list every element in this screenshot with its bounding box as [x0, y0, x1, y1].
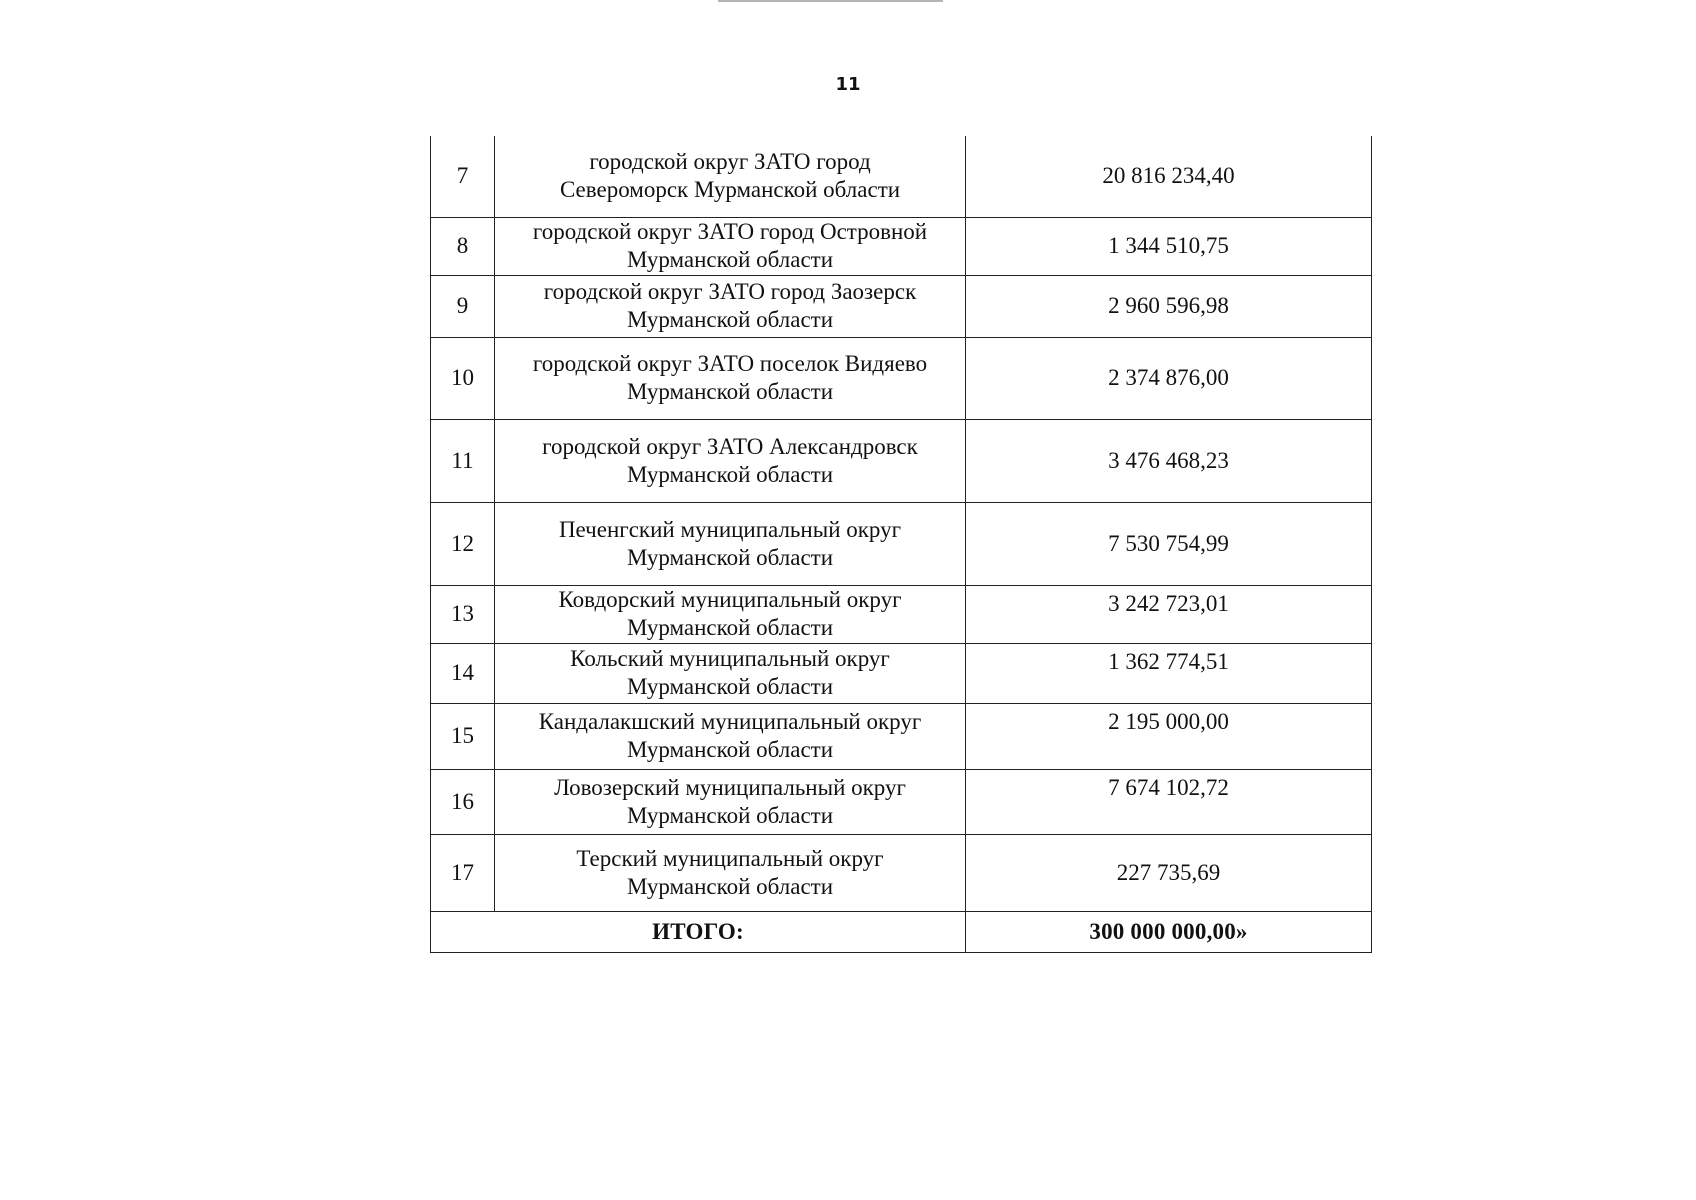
amount-cell: 2 195 000,00	[966, 703, 1372, 769]
amount-cell: 7 674 102,72	[966, 769, 1372, 834]
municipality-name	[495, 337, 966, 419]
table-row	[431, 643, 1372, 703]
total-amount: 300 000 000,00»	[966, 911, 1372, 952]
row-number: 8	[431, 217, 495, 275]
municipality-name	[495, 834, 966, 911]
amount-cell: 1 362 774,51	[966, 643, 1372, 703]
municipality-name	[495, 769, 966, 834]
row-number: 16	[431, 769, 495, 834]
row-number: 9	[431, 275, 495, 337]
row-number: 13	[431, 585, 495, 643]
page-number: 11	[835, 74, 861, 95]
name-line: Мурманской области	[626, 802, 834, 828]
name-line: Ловозерский муниципальный округ	[554, 774, 906, 800]
table-row	[431, 769, 1372, 834]
municipality-name	[495, 502, 966, 585]
table-row	[431, 502, 1372, 585]
allocation-table	[430, 136, 1372, 953]
name-line: Печенгский муниципальный округ	[558, 516, 902, 542]
name-line: Мурманской области	[626, 544, 834, 570]
amount-cell: 2 960 596,98	[966, 275, 1372, 337]
table-row	[431, 703, 1372, 769]
name-line: Мурманской области	[626, 737, 834, 762]
amount-cell: 2 374 876,00	[966, 337, 1372, 419]
table-row	[431, 337, 1372, 419]
name-line: Мурманской области	[626, 615, 834, 640]
row-number: 14	[431, 643, 495, 703]
table-row	[431, 275, 1372, 337]
table-row	[431, 217, 1372, 275]
name-line: Кандалакшский муниципальный округ	[538, 709, 922, 734]
amount-cell: 7 530 754,99	[966, 502, 1372, 585]
table-row	[431, 834, 1372, 911]
amount-cell: 1 344 510,75	[966, 217, 1372, 275]
name-line: Мурманской области	[626, 674, 834, 699]
municipality-name	[495, 643, 966, 703]
total-label: ИТОГО:	[431, 911, 966, 952]
name-line: Ковдорский муниципальный округ	[558, 587, 902, 612]
row-number: 12	[431, 502, 495, 585]
name-line: Мурманской области	[626, 247, 834, 272]
row-number: 15	[431, 703, 495, 769]
name-line: Мурманской области	[626, 379, 834, 404]
row-number: 7	[431, 136, 495, 217]
municipality-name	[495, 419, 966, 502]
amount-cell: 227 735,69	[966, 834, 1372, 911]
name-line: Кольский муниципальный округ	[570, 646, 890, 671]
name-line: городской округ ЗАТО Александровск	[542, 433, 918, 459]
row-number: 11	[431, 419, 495, 502]
total-row	[431, 911, 1372, 952]
name-line: Мурманской области	[626, 307, 834, 332]
row-number: 10	[431, 337, 495, 419]
name-line: городской округ ЗАТО поселок Видяево	[532, 351, 928, 376]
municipality-name	[495, 585, 966, 643]
amount-cell: 3 242 723,01	[966, 585, 1372, 643]
name-line: городской округ ЗАТО город	[589, 149, 871, 175]
amount-cell: 3 476 468,23	[966, 419, 1372, 502]
municipality-name	[495, 217, 966, 275]
name-line: Мурманской области	[626, 461, 834, 487]
row-number: 17	[431, 834, 495, 911]
name-line: городской округ ЗАТО город Островной	[532, 219, 928, 244]
name-line: Терский муниципальный округ	[576, 845, 884, 871]
municipality-name	[495, 275, 966, 337]
top-edge-rule	[718, 0, 943, 2]
municipality-name	[495, 136, 966, 217]
municipality-name	[495, 703, 966, 769]
table-row	[431, 585, 1372, 643]
name-line: городской округ ЗАТО город Заозерск	[543, 279, 917, 304]
name-line: Мурманской области	[626, 873, 834, 899]
table-row	[431, 136, 1372, 217]
amount-cell: 20 816 234,40	[966, 136, 1372, 217]
table-row	[431, 419, 1372, 502]
name-line: Североморск Мурманской области	[559, 177, 901, 203]
